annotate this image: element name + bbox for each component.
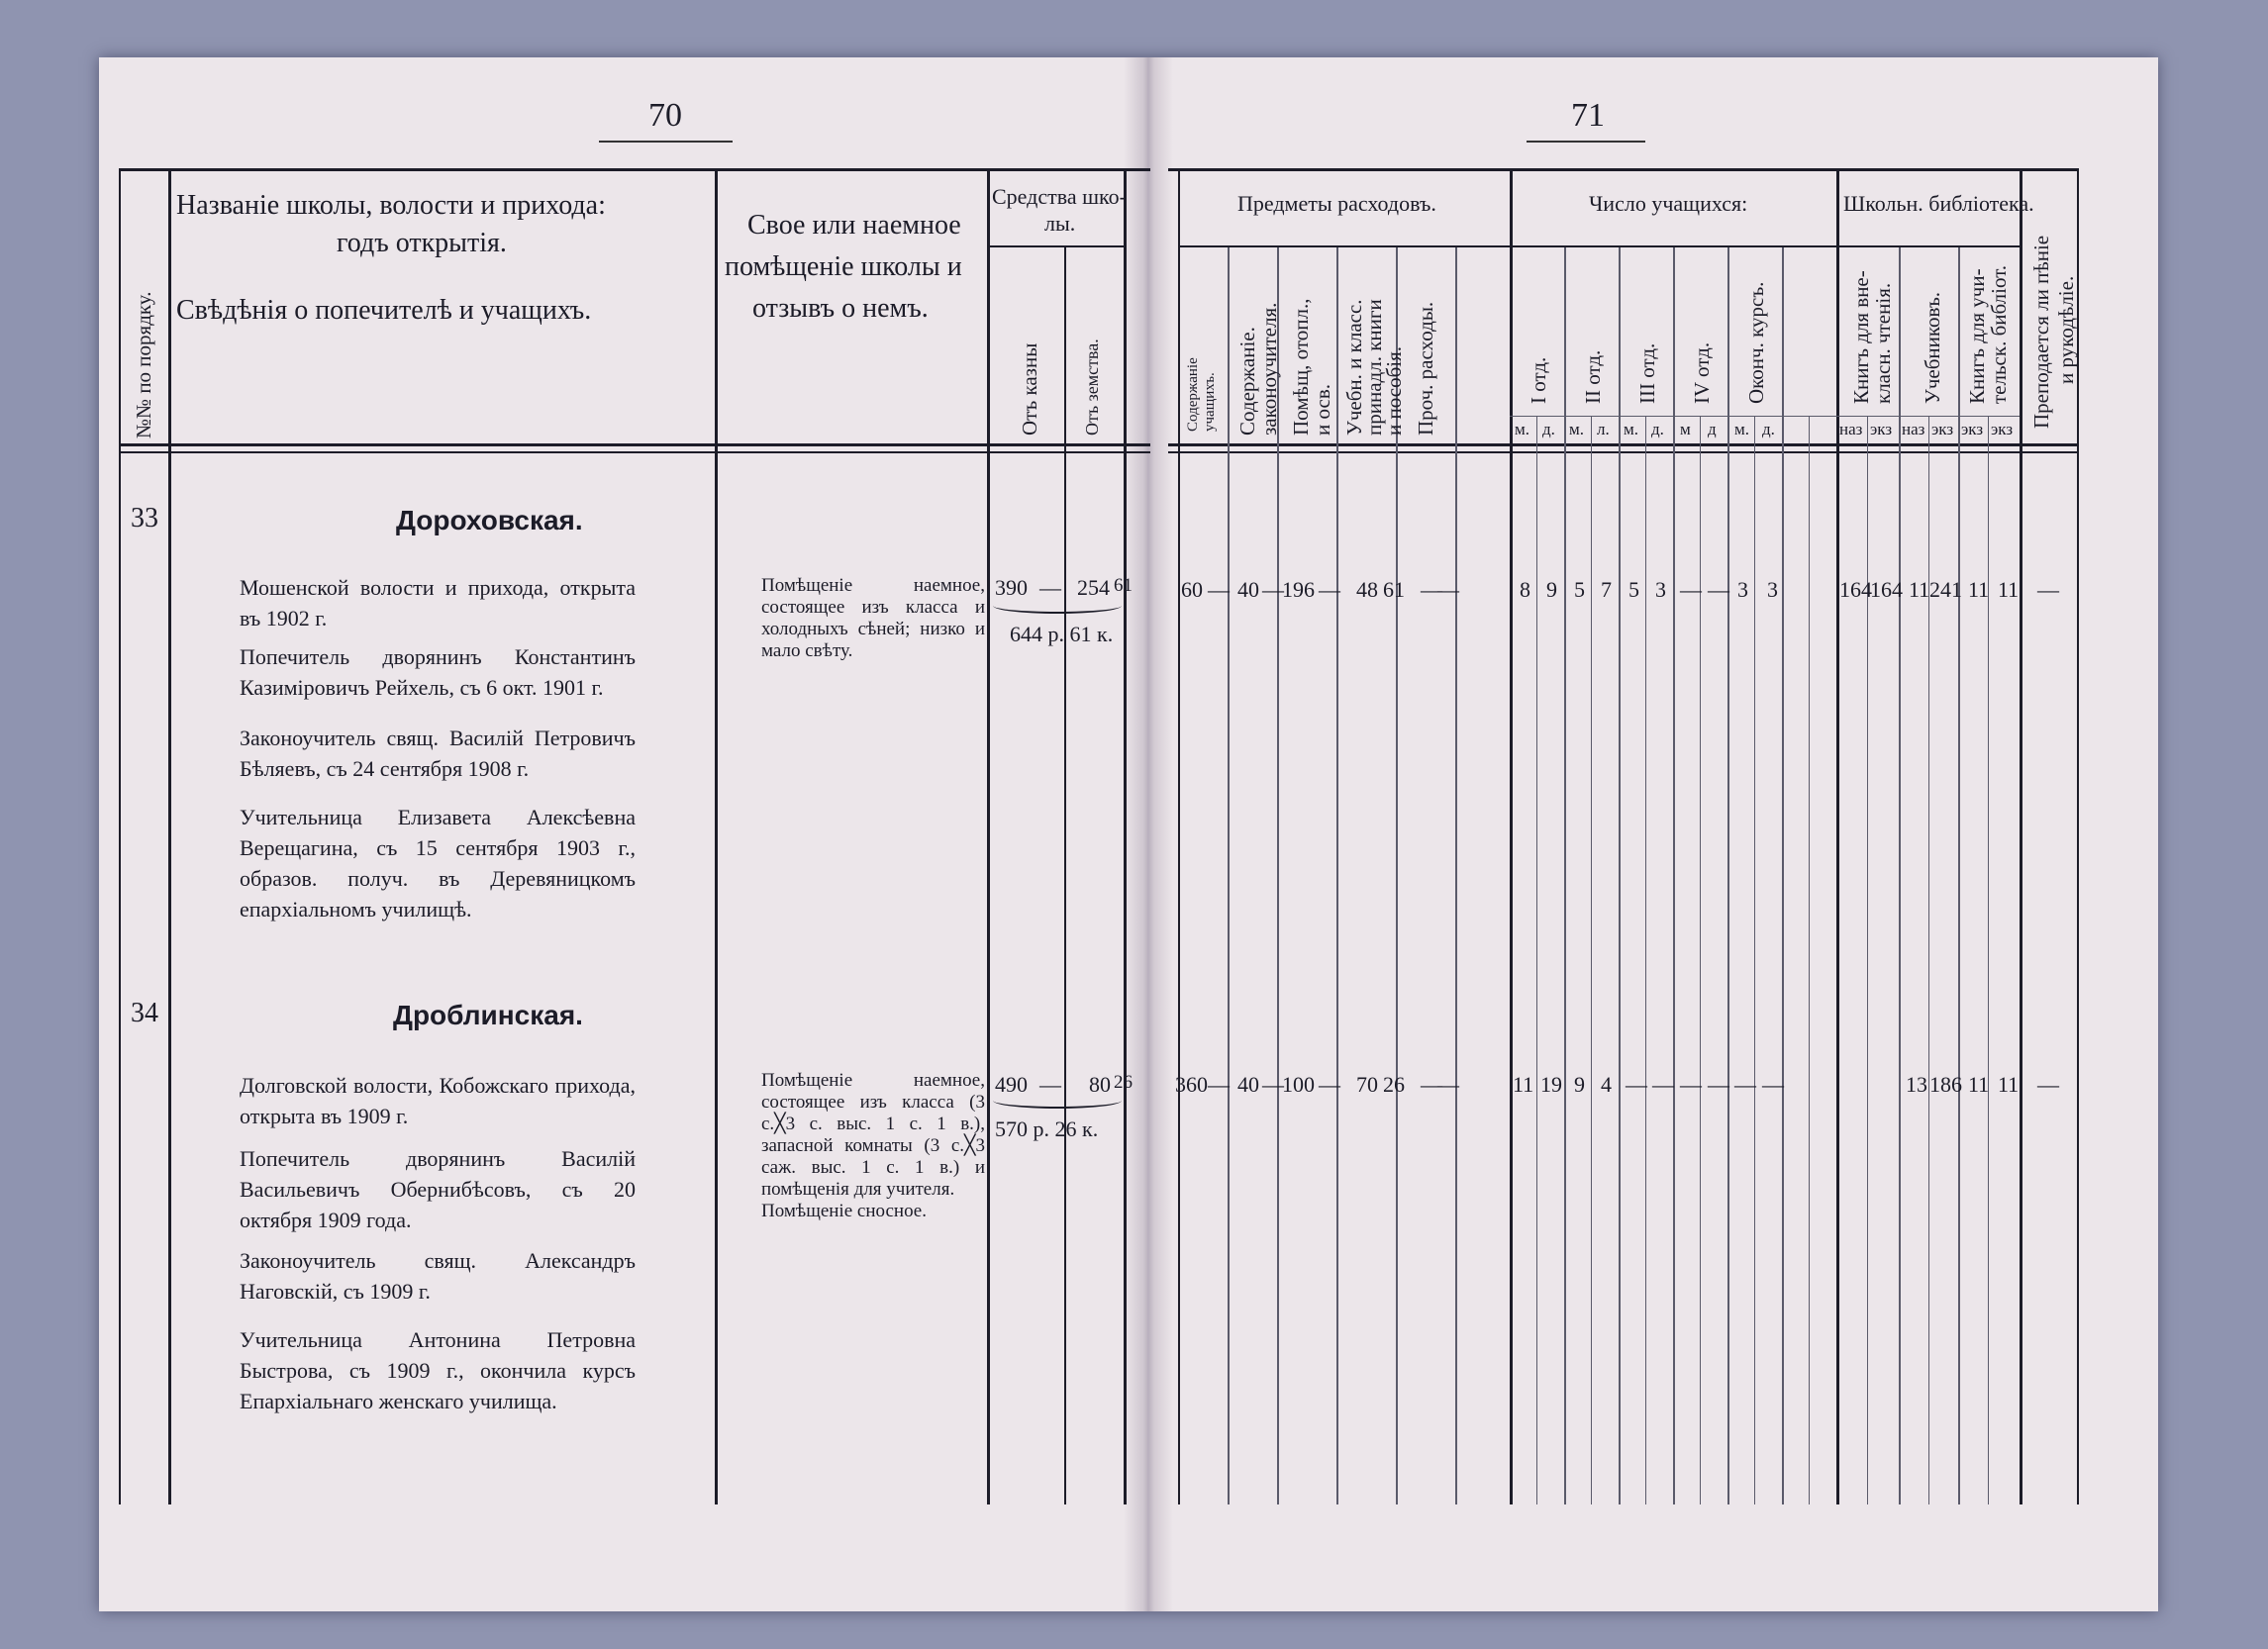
sub-l-2: л.: [1597, 420, 1610, 438]
lib-reading-copies: 164: [1870, 577, 1903, 602]
graduated-m: —: [1734, 1072, 1756, 1097]
school-parish-text: [178, 572, 636, 633]
vline-funds-split: [1064, 245, 1066, 1504]
vline-outer-left: [119, 168, 121, 1504]
vline-st-3: [1673, 247, 1675, 1504]
header-lib-teacher-1: Книгъ для учи-: [1965, 268, 1989, 404]
sub-d-4: д: [1708, 420, 1717, 438]
table-top-rule-right: [1168, 168, 2079, 171]
exp-heating-kop: —: [1319, 577, 1340, 602]
exp-books-kop: 61: [1383, 577, 1405, 602]
sub-d-5: д.: [1762, 420, 1775, 438]
lib-textbook-titles: 11: [1909, 577, 1930, 602]
header-school-name-1: Названіе школы, волости и прихода:: [176, 190, 606, 221]
dept3-m: —: [1626, 1072, 1647, 1097]
expenses-header-divider: [1178, 245, 1510, 247]
sub-ekz-2: экз: [1931, 420, 1954, 438]
exp-other-kop: —: [1437, 1072, 1459, 1097]
sub-ekz-4: экз: [1991, 420, 2014, 438]
funds-zemstvo-kop: 26: [1114, 1072, 1133, 1093]
header-order-num: №№ по порядку.: [132, 291, 155, 438]
row-number: 33: [131, 503, 158, 534]
funds-total: 644 р. 61 к.: [1010, 622, 1114, 646]
dept2-m: 5: [1574, 577, 1585, 602]
header-exp-heating-2: и осв.: [1311, 384, 1334, 436]
exp-law-kop: —: [1262, 1072, 1284, 1097]
sub-naz-2: наз: [1902, 420, 1925, 438]
dept3-m: 5: [1628, 577, 1639, 602]
sub-m-3: м.: [1624, 420, 1639, 438]
header-expenses: Предметы расходовъ.: [1237, 191, 1436, 216]
vline-after-funds: [1124, 168, 1127, 1504]
header-exp-books-2: принадл. книги: [1362, 299, 1386, 436]
dept2-l: 7: [1601, 577, 1612, 602]
vline-after-expenses: [1510, 168, 1513, 1504]
funds-treasury-value: 390: [995, 575, 1028, 600]
header-funds-2: лы.: [1044, 211, 1076, 236]
singing-value: —: [2037, 1072, 2059, 1097]
vline-sub-6: [1809, 416, 1810, 1504]
sub-m-5: м.: [1734, 420, 1750, 438]
header-premises-3: отзывъ о немъ.: [752, 293, 929, 324]
school-parish-line: Мошенской волости и прихода, открыта въ 1902 г.: [240, 575, 636, 630]
header-exp-heating-1: Помѣщ, отопл.,: [1289, 298, 1313, 436]
sub-d-3: д.: [1651, 420, 1664, 438]
sub-d-1: д.: [1542, 420, 1555, 438]
header-bottom-rule-right: [1168, 443, 2079, 446]
vline-exp-2: [1277, 247, 1279, 1504]
exp-books-value: 70: [1356, 1072, 1378, 1097]
law-teacher-line: Законоучитель свящ. Александръ Наговскій, съ 1909 г.: [240, 1248, 636, 1304]
sub-naz-1: наз: [1839, 420, 1863, 438]
dept1-d: 19: [1540, 1072, 1562, 1097]
teacher-text: [178, 1324, 636, 1416]
left-page-number-rule: [599, 141, 733, 143]
premises-text: [720, 575, 985, 662]
vline-st-4: [1727, 247, 1729, 1504]
header-funds-treasury: Отъ казны: [1018, 342, 1041, 436]
law-teacher-text: [178, 1245, 636, 1307]
header-dept-2: II отд.: [1581, 349, 1605, 404]
header-funds: Средства шко-: [992, 184, 1127, 209]
graduated-m: 3: [1737, 577, 1748, 602]
exp-law-value: 40: [1237, 577, 1259, 602]
funds-zemstvo-kop: 61: [1114, 575, 1133, 596]
dept4-m: —: [1680, 1072, 1702, 1097]
header-lib-reading-1: Книгъ для вне-: [1849, 270, 1873, 404]
premises-text: [720, 1070, 985, 1222]
exp-heating-value: 100: [1282, 1072, 1315, 1097]
dept1-d: 9: [1546, 577, 1557, 602]
lib-teacher-titles: 11: [1968, 577, 1990, 602]
premises-assessment: Помѣщеніе сносное.: [761, 1201, 927, 1221]
vline-st-2: [1619, 247, 1621, 1504]
exp-heating-kop: —: [1319, 1072, 1340, 1097]
trustee-text: [178, 641, 636, 703]
funds-header-divider: [987, 245, 1126, 247]
exp-teachers-kop: —: [1208, 1072, 1230, 1097]
exp-teachers-value: 360: [1175, 1072, 1208, 1097]
vline-lib-1: [1899, 247, 1901, 1504]
sub-ekz-3: экз: [1961, 420, 1984, 438]
header-exp-other: Проч. расходы.: [1414, 301, 1437, 436]
lib-reading-titles: 164: [1839, 577, 1872, 602]
header-exp-teachers: Содержаніе учащихъ.: [1185, 357, 1218, 432]
header-exp-law-2: законоучителя.: [1257, 302, 1281, 436]
vline-exp-5: [1455, 247, 1457, 1504]
header-singing-2: и рукодѣліе.: [2054, 275, 2078, 384]
trustee-line: Попечитель дворянинъ Василій Васильевичъ Обернибѣсовъ, съ 20 октября 1909 года.: [240, 1146, 636, 1232]
funds-total: 570 р. 26 к.: [995, 1116, 1099, 1141]
school-parish-text: [178, 1070, 636, 1131]
header-lib-textbooks: Учебниковъ.: [1921, 291, 1944, 404]
dept2-l: 4: [1601, 1072, 1612, 1097]
vline-lib-2: [1958, 247, 1960, 1504]
header-bottom-rule-left: [119, 443, 1150, 446]
header-dept-4: IV отд.: [1690, 341, 1714, 404]
sub-m-1: м.: [1515, 420, 1530, 438]
vline-exp-3: [1336, 247, 1338, 1504]
vline-exp-4: [1396, 247, 1398, 1504]
lib-reading-titles: 13: [1906, 1072, 1927, 1097]
header-exp-books-3: и пособія.: [1382, 346, 1406, 436]
trustee-text: [178, 1143, 636, 1235]
vline-after-name: [715, 168, 718, 1504]
premises-line: Помѣщеніе наемное, состоящее изъ класса (3 с.╳3 с. выс. 1 с. 1 в.), запасной комнаты (3 с.╳3 саж. выс. 1 с. 1 в.) и помѣщенія для учителя.: [761, 1070, 985, 1200]
funds-treasury-dash: —: [1039, 1072, 1061, 1097]
law-teacher-text: [178, 723, 636, 784]
exp-other-value: —: [1421, 1072, 1442, 1097]
funds-zemstvo-value: 80: [1089, 1072, 1111, 1097]
header-school-name-2: годъ открытія.: [337, 228, 507, 258]
header-graduated: Оконч. курсъ.: [1744, 281, 1768, 404]
law-teacher-line: Законоучитель свящ. Василій Петровичъ Бѣляевъ, съ 24 сентября 1908 г.: [240, 726, 636, 781]
book-gutter: [1124, 57, 1173, 1611]
header-bottom-rule-right-2: [1168, 451, 2079, 453]
teacher-text: [178, 802, 636, 924]
school-title: Дороховская.: [396, 505, 583, 535]
vline-sub-1: [1536, 416, 1537, 1504]
header-lib-reading-2: класн. чтенія.: [1871, 282, 1895, 404]
row-number: 34: [131, 998, 158, 1028]
subheader-divider: [1510, 416, 2020, 417]
lib-teacher-copies: 11: [1998, 1072, 2020, 1097]
dept3-d: —: [1652, 1072, 1674, 1097]
header-dept-3: III отд.: [1635, 342, 1659, 404]
exp-books-value: 48: [1356, 577, 1378, 602]
vline-st-1: [1564, 247, 1566, 1504]
dept1-m: 11: [1513, 1072, 1534, 1097]
dept4-d: —: [1708, 1072, 1729, 1097]
lib-teacher-titles: 11: [1968, 1072, 1990, 1097]
funds-treasury-dash: —: [1039, 575, 1061, 600]
sub-ekz-1: экз: [1870, 420, 1893, 438]
singing-value: —: [2037, 577, 2059, 602]
vline-after-library: [2020, 168, 2022, 1504]
dept4-d: —: [1708, 577, 1729, 602]
vline-after-num: [168, 168, 171, 1504]
school-parish-line: Долговской волости, Кобожскаго прихода, открыта въ 1909 г.: [240, 1073, 636, 1128]
trustee-line: Попечитель дворянинъ Константинъ Казиміровичъ Рейхель, съ 6 окт. 1901 г.: [240, 644, 636, 700]
vline-sub-2: [1591, 416, 1592, 1504]
header-premises-1: Свое или наемное: [747, 210, 961, 241]
school-title: Дроблинская.: [393, 1000, 583, 1030]
header-singing-1: Преподается ли пѣніе: [2029, 235, 2053, 429]
right-page-number-rule: [1527, 141, 1645, 143]
teacher-line: Учительница Елизавета Алексѣевна Верещагина, съ 15 сентября 1903 г., образов. получ. въ Деревяницкомъ епархіальномъ училищѣ.: [240, 805, 636, 922]
dept1-m: 8: [1520, 577, 1530, 602]
header-lib-teacher-2: тельск. библіот.: [1987, 264, 2011, 404]
dept2-m: 9: [1574, 1072, 1585, 1097]
header-funds-zemstvo: Отъ земства.: [1082, 339, 1102, 436]
header-exp-books-1: Учебн. и класс.: [1342, 299, 1366, 436]
header-dept-1: I отд.: [1527, 356, 1550, 404]
left-page-number: 70: [648, 97, 682, 134]
library-header-divider: [1836, 245, 2020, 247]
header-exp-law-1: Содержаніе.: [1235, 327, 1259, 436]
exp-teachers-value: 60: [1181, 577, 1203, 602]
vline-after-students: [1836, 168, 1839, 1504]
lib-reading-copies: 186: [1929, 1072, 1962, 1097]
vline-after-premises: [987, 168, 990, 1504]
funds-treasury-value: 490: [995, 1072, 1028, 1097]
exp-law-value: 40: [1237, 1072, 1259, 1097]
funds-brace: [993, 1093, 1122, 1109]
header-library: Школьн. библіотека.: [1843, 191, 2034, 216]
exp-other-value: —: [1421, 577, 1442, 602]
right-page-number: 71: [1571, 97, 1605, 134]
header-school-name-3: Свѣдѣнія о попечителѣ и учащихъ.: [176, 295, 592, 326]
header-students: Число учащихся:: [1589, 191, 1748, 216]
header-premises-2: помѣщеніе школы и: [725, 251, 962, 282]
book-spread: [99, 57, 2158, 1611]
graduated-d: 3: [1767, 577, 1778, 602]
funds-zemstvo-value: 254: [1077, 575, 1110, 600]
header-bottom-rule-left-2: [119, 451, 1150, 453]
funds-brace: [993, 598, 1122, 614]
lib-textbook-copies: 241: [1929, 577, 1962, 602]
dept4-m: —: [1680, 577, 1702, 602]
table-top-rule-left: [119, 168, 1150, 171]
exp-other-kop: —: [1437, 577, 1459, 602]
vline-exp-1: [1228, 247, 1230, 1504]
vline-sub-5: [1754, 416, 1755, 1504]
graduated-d: —: [1762, 1072, 1784, 1097]
sub-m-4: м: [1680, 420, 1691, 438]
vline-st-5: [1782, 247, 1784, 1504]
exp-teachers-kop: —: [1208, 577, 1230, 602]
premises-line: Помѣщеніе наемное, состоящее изъ класса и холодныхъ сѣней; низко и мало свѣту.: [761, 575, 985, 661]
exp-law-kop: —: [1262, 577, 1284, 602]
lib-teacher-copies: 11: [1998, 577, 2020, 602]
teacher-line: Учительница Антонина Петровна Быстрова, съ 1909 г., окончила курсъ Епархіальнаго женскаго училища.: [240, 1327, 636, 1413]
exp-books-kop: 26: [1383, 1072, 1405, 1097]
exp-heating-value: 196: [1282, 577, 1315, 602]
vline-right-page-start: [1178, 168, 1180, 1504]
sub-m-2: м.: [1569, 420, 1585, 438]
vline-sub-3: [1645, 416, 1646, 1504]
dept3-d: 3: [1655, 577, 1666, 602]
